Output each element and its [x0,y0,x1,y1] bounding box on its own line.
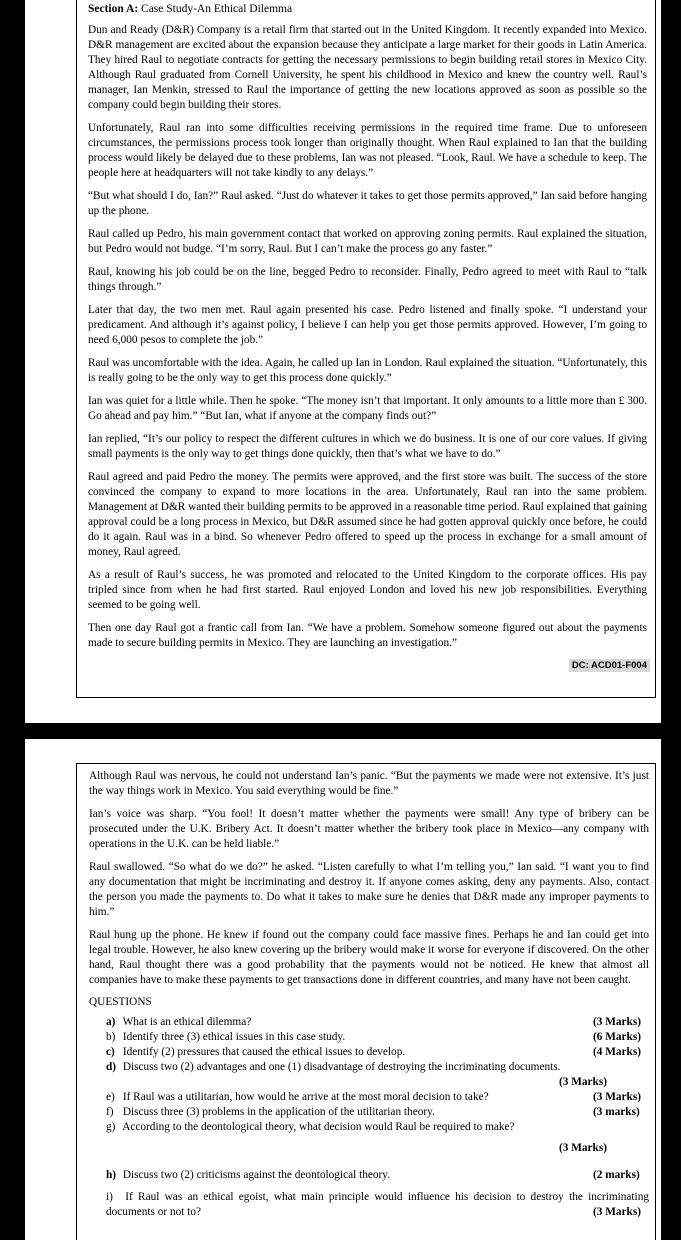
question-letter: b) [106,1031,116,1043]
question-letter: c) [106,1046,115,1058]
question-marks: (4 Marks) [593,1046,642,1058]
section-heading [88,3,647,15]
question-item [106,1120,649,1135]
question-item [106,1090,649,1105]
question-item [106,1030,649,1045]
paragraph: Ian replied, “It’s our policy to respect the different cultures in which we do business. It is one of our core values. If giving small payments is the only way to get things done quickly, then that’s what we have to do.” [88,433,647,460]
question-marks: (3 Marks) [593,1091,642,1103]
paragraph: Ian was quiet for a little while. Then he spoke. “The money isn’t that important. It only amounts to a little more than £ 300. Go ahead and pay him.” “But Ian, what if anyone at the company finds out?” [88,395,647,422]
paragraph: As a result of Raul’s success, he was promoted and relocated to the United Kingdom to the corporate offices. His pay tripled since from when he had first started. Raul enjoyed London and loved his new job responsibilities. Everything seemed to be going well. [88,569,647,611]
document-page-2 [25,739,661,1240]
question-letter: e) [106,1091,115,1103]
paragraph: Raul swallowed. “So what do we do?” he asked. “Listen carefully to what I’m telling you,” Ian said. “I want you to find any documentation that might be incriminating and destroy it. If anyone comes asking, deny any payments. Also, contact the person you made the payments to. Do what it takes to make sure he denies that D&R made any improper payments to him.” [89,861,649,918]
document-page-1 [25,0,661,723]
question-letter: h) [106,1169,117,1181]
left-dark-border [0,0,25,1240]
question-letter: g) [106,1121,116,1133]
question-marks: (2 marks) [593,1169,640,1181]
question-letter: i) [106,1191,113,1203]
paragraph: “But what should I do, Ian?” Raul asked. “Just do whatever it takes to get those permits approved,” Ian said before hanging up the phone. [88,190,647,217]
paragraph: Raul agreed and paid Pedro the money. The permits were approved, and the first store was built. The success of the store convinced the company to expand to more locations in the area. Unfortunately, Raul ran into the same problem. Management at D&R wanted their building permits to be approved in a reasonable time period. Raul explained that gaining approval could be a long process in Mexico, but D&R assumed since he had gotten approval quickly once before, he could do it again. Raul was in a bind. So whenever Pedro offered to speed up the process in exchange for a small amount of money, Raul agreed. [88,471,647,558]
paragraph: Dun and Ready (D&R) Company is a retail firm that started out in the United Kingdom. It recently expanded into Mexico. D&R management are excited about the expansion because they anticipate a large market for their goods in Latin America. They hired Raul to negotiate contracts for getting the necessary permissions to begin building retail stores in Mexico City. Although Raul graduated from Cornell University, he spent his childhood in Mexico and knew the country well. Raul’s manager, Ian Menkin, stressed to Raul the importance of getting the new locations approved as soon as possible so the company could begin building their stores. [88,24,647,111]
paragraph: Raul, knowing his job could be on the line, begged Pedro to reconsider. Finally, Pedro agreed to meet with Raul to “talk things through.” [88,266,647,293]
section-title: Case Study-An Ethical Dilemma [141,3,293,15]
section-label: Section A: [88,3,139,15]
question-item [106,1168,649,1183]
paragraph: Then one day Raul got a frantic call from Ian. “We have a problem. Somehow someone figured out about the payments made to secure building permits in Mexico. They are launching an investigation.” [88,622,647,649]
question-text: If Raul was a utilitarian, how would he arrive at the most moral decision to take? [122,1091,489,1103]
question-item [106,1045,649,1060]
question-marks: (3 marks) [593,1106,640,1118]
paragraph: Raul called up Pedro, his main government contact that worked on approving zoning permits. Raul explained the situation, but Pedro would not budge. “I’m sorry, Raul. But I can’t make the process go any faster.” [88,228,647,255]
question-letter: f) [106,1106,114,1118]
question-marks: (6 Marks) [593,1031,642,1043]
question-text: Identify three (3) ethical issues in this case study. [122,1031,346,1043]
question-marks: (3 Marks) [593,1016,642,1028]
right-dark-border [661,0,681,1240]
paragraph: Ian’s voice was sharp. “You fool! It doesn’t matter whether the payments were small! Any type of bribery can be prosecuted under the U.K. Bribery Act. It doesn’t matter whether the bribery took place in Mexico—any company with operations in the U.K. can be held liable.” [89,808,649,850]
paragraph: Unfortunately, Raul ran into some difficulties receiving permissions in the required time frame. Due to unforeseen circumstances, the permissions process took longer than originally thought. When Raul explained to Ian that the building process would likely be delayed due to these problems, Ian was not pleased. “Look, Raul. We have a schedule to keep. The people here at headquarters will not take kindly to any delays.” [88,122,647,179]
question-text: If Raul was an ethical egoist, what main principle would influence his decision to destroy the incriminating documents or not to? [106,1191,649,1218]
document-code-label: DC: ACD01-F004 [569,659,650,672]
question-text: Discuss two (2) advantages and one (1) disadvantage of destroying the incriminating documents. [122,1061,561,1073]
question-text: Identify (2) pressures that caused the ethical issues to develop. [122,1046,406,1058]
question-marks: (3 Marks) [593,1206,642,1218]
question-item [106,1060,649,1075]
paragraph: Raul hung up the phone. He knew if found out the company could face massive fines. Perhaps he and Ian could get into legal trouble. However, he also knew covering up the bribery would make it worse for everyone if discovered. On the other hand, Raul thought there was a good probability that the payments would not be noticed. He knew that almost all companies have to make these payments to get transactions done in different countries, and many have not been caught. [89,929,649,986]
question-text: What is an ethical dilemma? [122,1016,252,1028]
case-study-continued-box [76,763,656,1240]
paragraph: Raul was uncomfortable with the idea. Again, he called up Ian in London. Raul explained the situation. “Unfortunately, this is really going to be the only way to get this process done quickly.” [88,357,647,384]
question-item [106,1105,649,1120]
question-letter: d) [106,1061,117,1073]
question-text: Discuss three (3) problems in the application of the utilitarian theory. [122,1106,435,1118]
questions-list [89,1015,649,1220]
page-separator [0,723,681,739]
question-marks: (3 Marks) [559,1142,608,1154]
question-letter: a) [106,1016,116,1028]
questions-heading: QUESTIONS [89,996,152,1008]
question-item [106,1190,649,1220]
question-text: According to the deontological theory, what decision would Raul be required to make? [122,1121,515,1133]
paragraph: Later that day, the two men met. Raul again presented his case. Pedro listened and finally spoke. “I understand your predicament. And although it’s against policy, I believe I can help you get those permits approved. However, I’m going to need 6,000 pesos to complete the job.” [88,304,647,346]
question-marks: (3 Marks) [559,1076,608,1088]
question-text: Discuss two (2) criticisms against the deontological theory. [122,1169,391,1181]
case-study-box [76,0,656,698]
paragraph: Although Raul was nervous, he could not understand Ian’s panic. “But the payments we made were not extensive. It’s just the way things work in Mexico. You said everything would be fine.” [89,770,649,797]
question-item [106,1015,649,1030]
